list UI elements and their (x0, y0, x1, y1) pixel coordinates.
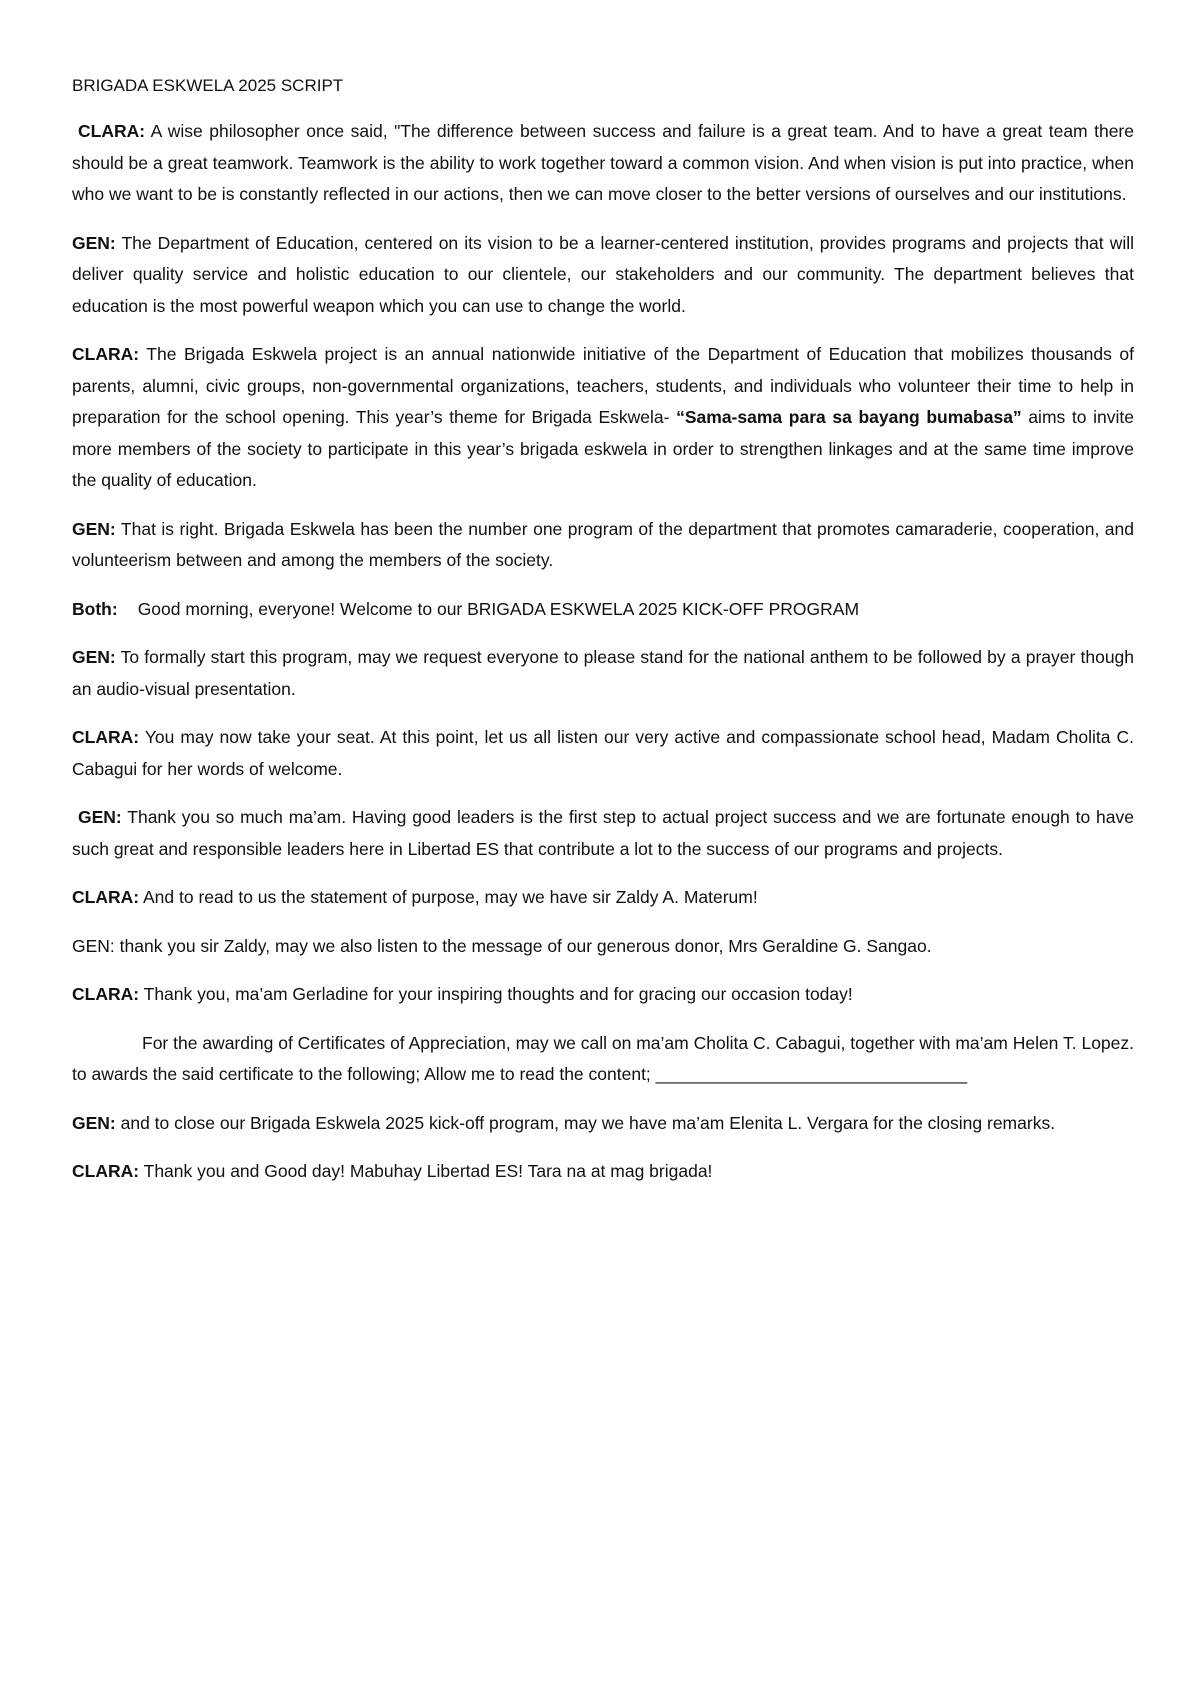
paragraph-text: Good morning, everyone! Welcome to our BRIGADA ESKWELA 2025 KICK-OFF PROGRAM (137, 598, 860, 619)
paragraph-text: And to read to us the statement of purpose, may we have sir Zaldy A. Materum! (142, 887, 758, 907)
script-paragraph (72, 722, 1134, 785)
script-paragraph (72, 1108, 1134, 1140)
script-paragraph (72, 931, 1134, 963)
speaker-label: GEN: (72, 1112, 116, 1133)
paragraph-text-continued: aims to invite more members of the society to participate in this year’s brigada eskwela in order to strengthen linkages and at the same time improve the quality of education. (72, 407, 1134, 490)
paragraph-text: Thank you, ma’am Gerladine for your inspiring thoughts and for gracing our occasion today! (143, 984, 853, 1004)
speaker-label: Both: (72, 598, 118, 619)
speaker-label: GEN: (72, 518, 116, 539)
script-paragraph (72, 228, 1134, 323)
speaker-label: CLARA: (78, 121, 146, 141)
script-paragraph (72, 594, 1134, 626)
paragraph-text: The Department of Education, centered on its vision to be a learner-centered institution, provides programs and projects that will deliver quality service and holistic education to our clientele, our stakeholders and our community. The department believes that education is the most powerful weapon which you can use to change the world. (72, 232, 1134, 316)
paragraph-text: A wise philosopher once said, "The difference between success and failure is a great team. And to have a great team there should be a great teamwork. Teamwork is the ability to work together toward a common vision. And when vision is put into practice, when who we want to be is constantly reflected in our actions, then we can move closer to the better versions of ourselves and our institutions. (72, 121, 1134, 204)
script-paragraph (72, 1156, 1134, 1188)
speaker-label: CLARA: (72, 984, 140, 1004)
paragraph-text: thank you sir Zaldy, may we also listen to the message of our generous donor, Mrs Geraldine G. Sangao. (119, 935, 932, 956)
speaker-label: CLARA: (72, 887, 140, 907)
script-paragraph (72, 116, 1134, 211)
document-title: BRIGADA ESKWELA 2025 SCRIPT (72, 76, 344, 95)
paragraph-text: That is right. Brigada Eskwela has been the number one program of the department that promotes camaraderie, cooperation, and volunteerism between and among the members of the society. (72, 518, 1134, 570)
speaker-label: GEN: (72, 232, 116, 253)
paragraph-text: and to close our Brigada Eskwela 2025 kick-off program, may we have ma’am Elenita L. Vergara for the closing remarks. (120, 1112, 1056, 1133)
speaker-label: CLARA: (72, 1161, 140, 1181)
speaker-label: GEN: (72, 935, 115, 956)
script-paragraph (72, 882, 1134, 914)
speaker-label: CLARA: (72, 344, 140, 364)
paragraph-text: You may now take your seat. At this point, let us all listen our very active and compassionate school head, Madam Cholita C. Cabagui for her words of welcome. (72, 727, 1135, 779)
script-paragraph (72, 514, 1134, 577)
paragraph-text: Thank you so much ma’am. Having good leaders is the first step to actual project success and we are fortunate enough to have such great and responsible leaders here in Libertad ES that contribute a lot to the success of our programs and projects. (72, 807, 1134, 859)
script-paragraph (72, 1028, 1134, 1091)
script-paragraph (72, 339, 1134, 497)
script-paragraph (72, 802, 1134, 865)
paragraph-text: The Brigada Eskwela project is an annual nationwide initiative of the Department of Education that mobilizes thousands of parents, alumni, civic groups, non-governmental organizations, teachers, students, and individuals who volunteer their time to help in preparation for the school opening. This year’s theme for Brigada Eskwela- (72, 344, 1134, 427)
fill-in-line: ________________________________ (655, 1064, 968, 1084)
speaker-label: CLARA: (72, 727, 140, 747)
script-paragraph (72, 979, 1134, 1011)
paragraph-text: For the awarding of Certificates of Appreciation, may we call on ma’am Cholita C. Cabagui, together with ma’am Helen T. Lopez. to awards the said certificate to the following; Allow me to read the content; (72, 1032, 1134, 1084)
theme-text: “Sama-sama para sa bayang bumabasa” (676, 407, 1022, 427)
paragraph-text: Thank you and Good day! Mabuhay Libertad ES! Tara na at mag brigada! (143, 1161, 713, 1181)
paragraph-text: To formally start this program, may we request everyone to please stand for the national anthem to be followed by a prayer though an audio-visual presentation. (72, 647, 1135, 699)
speaker-label: GEN: (72, 647, 116, 667)
document-page (72, 74, 1134, 1205)
speaker-label: GEN: (78, 807, 122, 827)
script-paragraph (72, 642, 1134, 705)
